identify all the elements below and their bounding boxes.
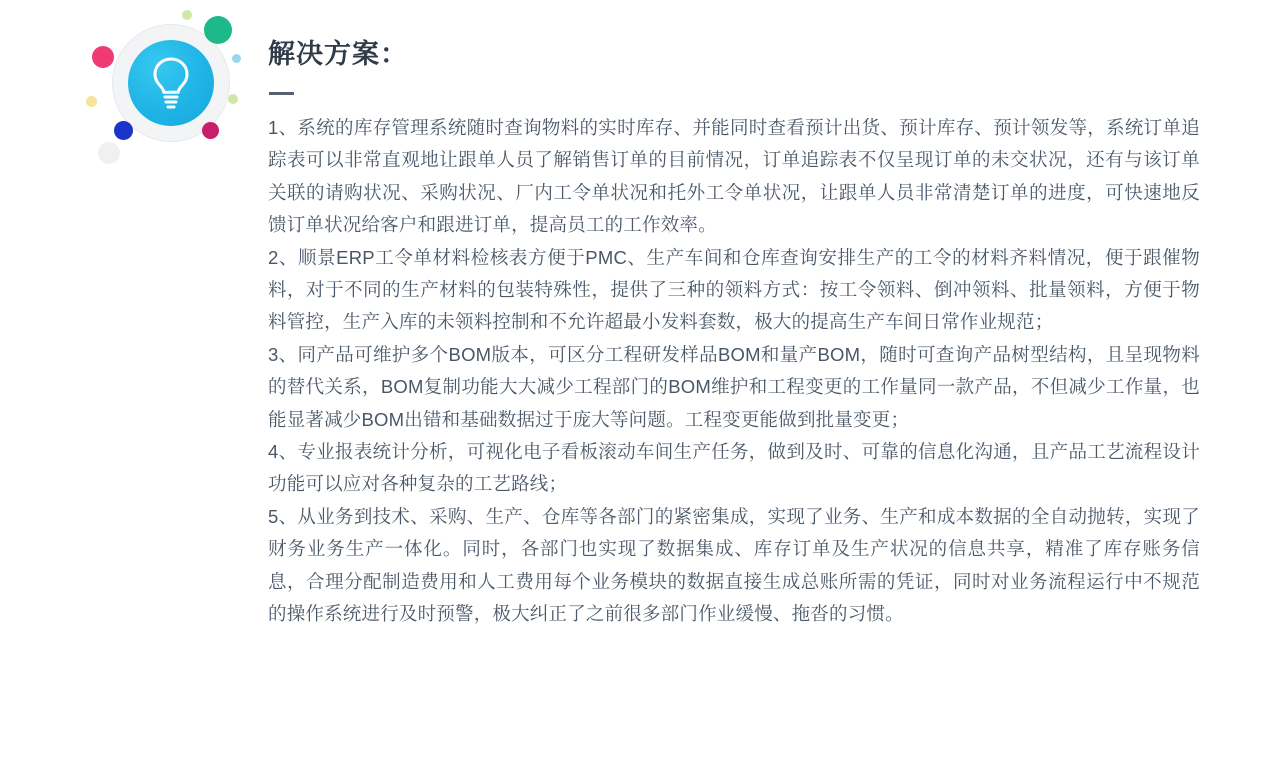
solution-body: [268, 112, 1200, 631]
paragraph-5: 5、从业务到技术、采购、生产、仓库等各部门的紧密集成，实现了业务、生产和成本数据的全自动抛转，实现了财务业务生产一体化。同时，各部门也实现了数据集成、库存订单及生产状况的信息共享，精准了库存账务信息，合理分配制造费用和人工费用每个业务模块的数据直接生成总账所需的凭证，同时对业务流程运行中不规范的操作系统进行及时预警，极大纠正了之前很多部门作业缓慢、拖沓的习惯。: [268, 505, 1200, 625]
title-underline-divider: [269, 92, 294, 95]
paragraph-3: 3、同产品可维护多个BOM版本，可区分工程研发样品BOM和量产BOM，随时可查询产品树型结构，且呈现物料的替代关系，BOM复制功能大大减少工程部门的BOM维护和工程变更的工作量同一款产品，不但减少工作量，也能显著减少BOM出错和基础数据过于庞大等问题。工程变更能做到批量变更；: [268, 343, 1200, 430]
bubble-decor-lightblue: [232, 54, 241, 63]
bubble-decor-pink: [92, 46, 114, 68]
bubble-decor-cream: [86, 96, 97, 107]
bubble-decor-lightgreen: [228, 94, 238, 104]
bubble-decor-lightgreen-small: [182, 10, 192, 20]
lightbulb-bubbles-illustration: [86, 10, 256, 175]
paragraph-1: 1、系统的库存管理系统随时查询物料的实时库存、并能同时查看预计出货、预计库存、预计领发等，系统订单追踪表可以非常直观地让跟单人员了解销售订单的目前情况，订单追踪表不仅呈现订单的未交状况，还有与该订单关联的请购状况、采购状况、厂内工令单状况和托外工令单状况，让跟单人员非常清楚订单的进度，可快速地反馈订单状况给客户和跟进订单，提高员工的工作效率。: [268, 117, 1200, 236]
page-title: 解决方案：: [268, 39, 408, 70]
paragraph-4: 4、专业报表统计分析，可视化电子看板滚动车间生产任务，做到及时、可靠的信息化沟通，且产品工艺流程设计功能可以应对各种复杂的工艺路线；: [268, 441, 1200, 495]
bubble-decor-blue: [114, 121, 133, 140]
paragraph-2: 2、顺景ERP工令单材料检核表方便于PMC、生产车间和仓库查询安排生产的工令的材料齐料情况，便于跟催物料，对于不同的生产材料的包装特殊性，提供了三种的领料方式：按工令领料、倒冲领料、批量领料，方便于物料管控，生产入库的未领料控制和不允许超最小发料套数，极大的提高生产车间日常作业规范；: [268, 246, 1200, 333]
bubble-decor-grey: [98, 142, 120, 164]
bubble-decor-green: [204, 16, 232, 44]
lightbulb-icon: [128, 40, 214, 126]
bubble-decor-magenta: [202, 122, 219, 139]
